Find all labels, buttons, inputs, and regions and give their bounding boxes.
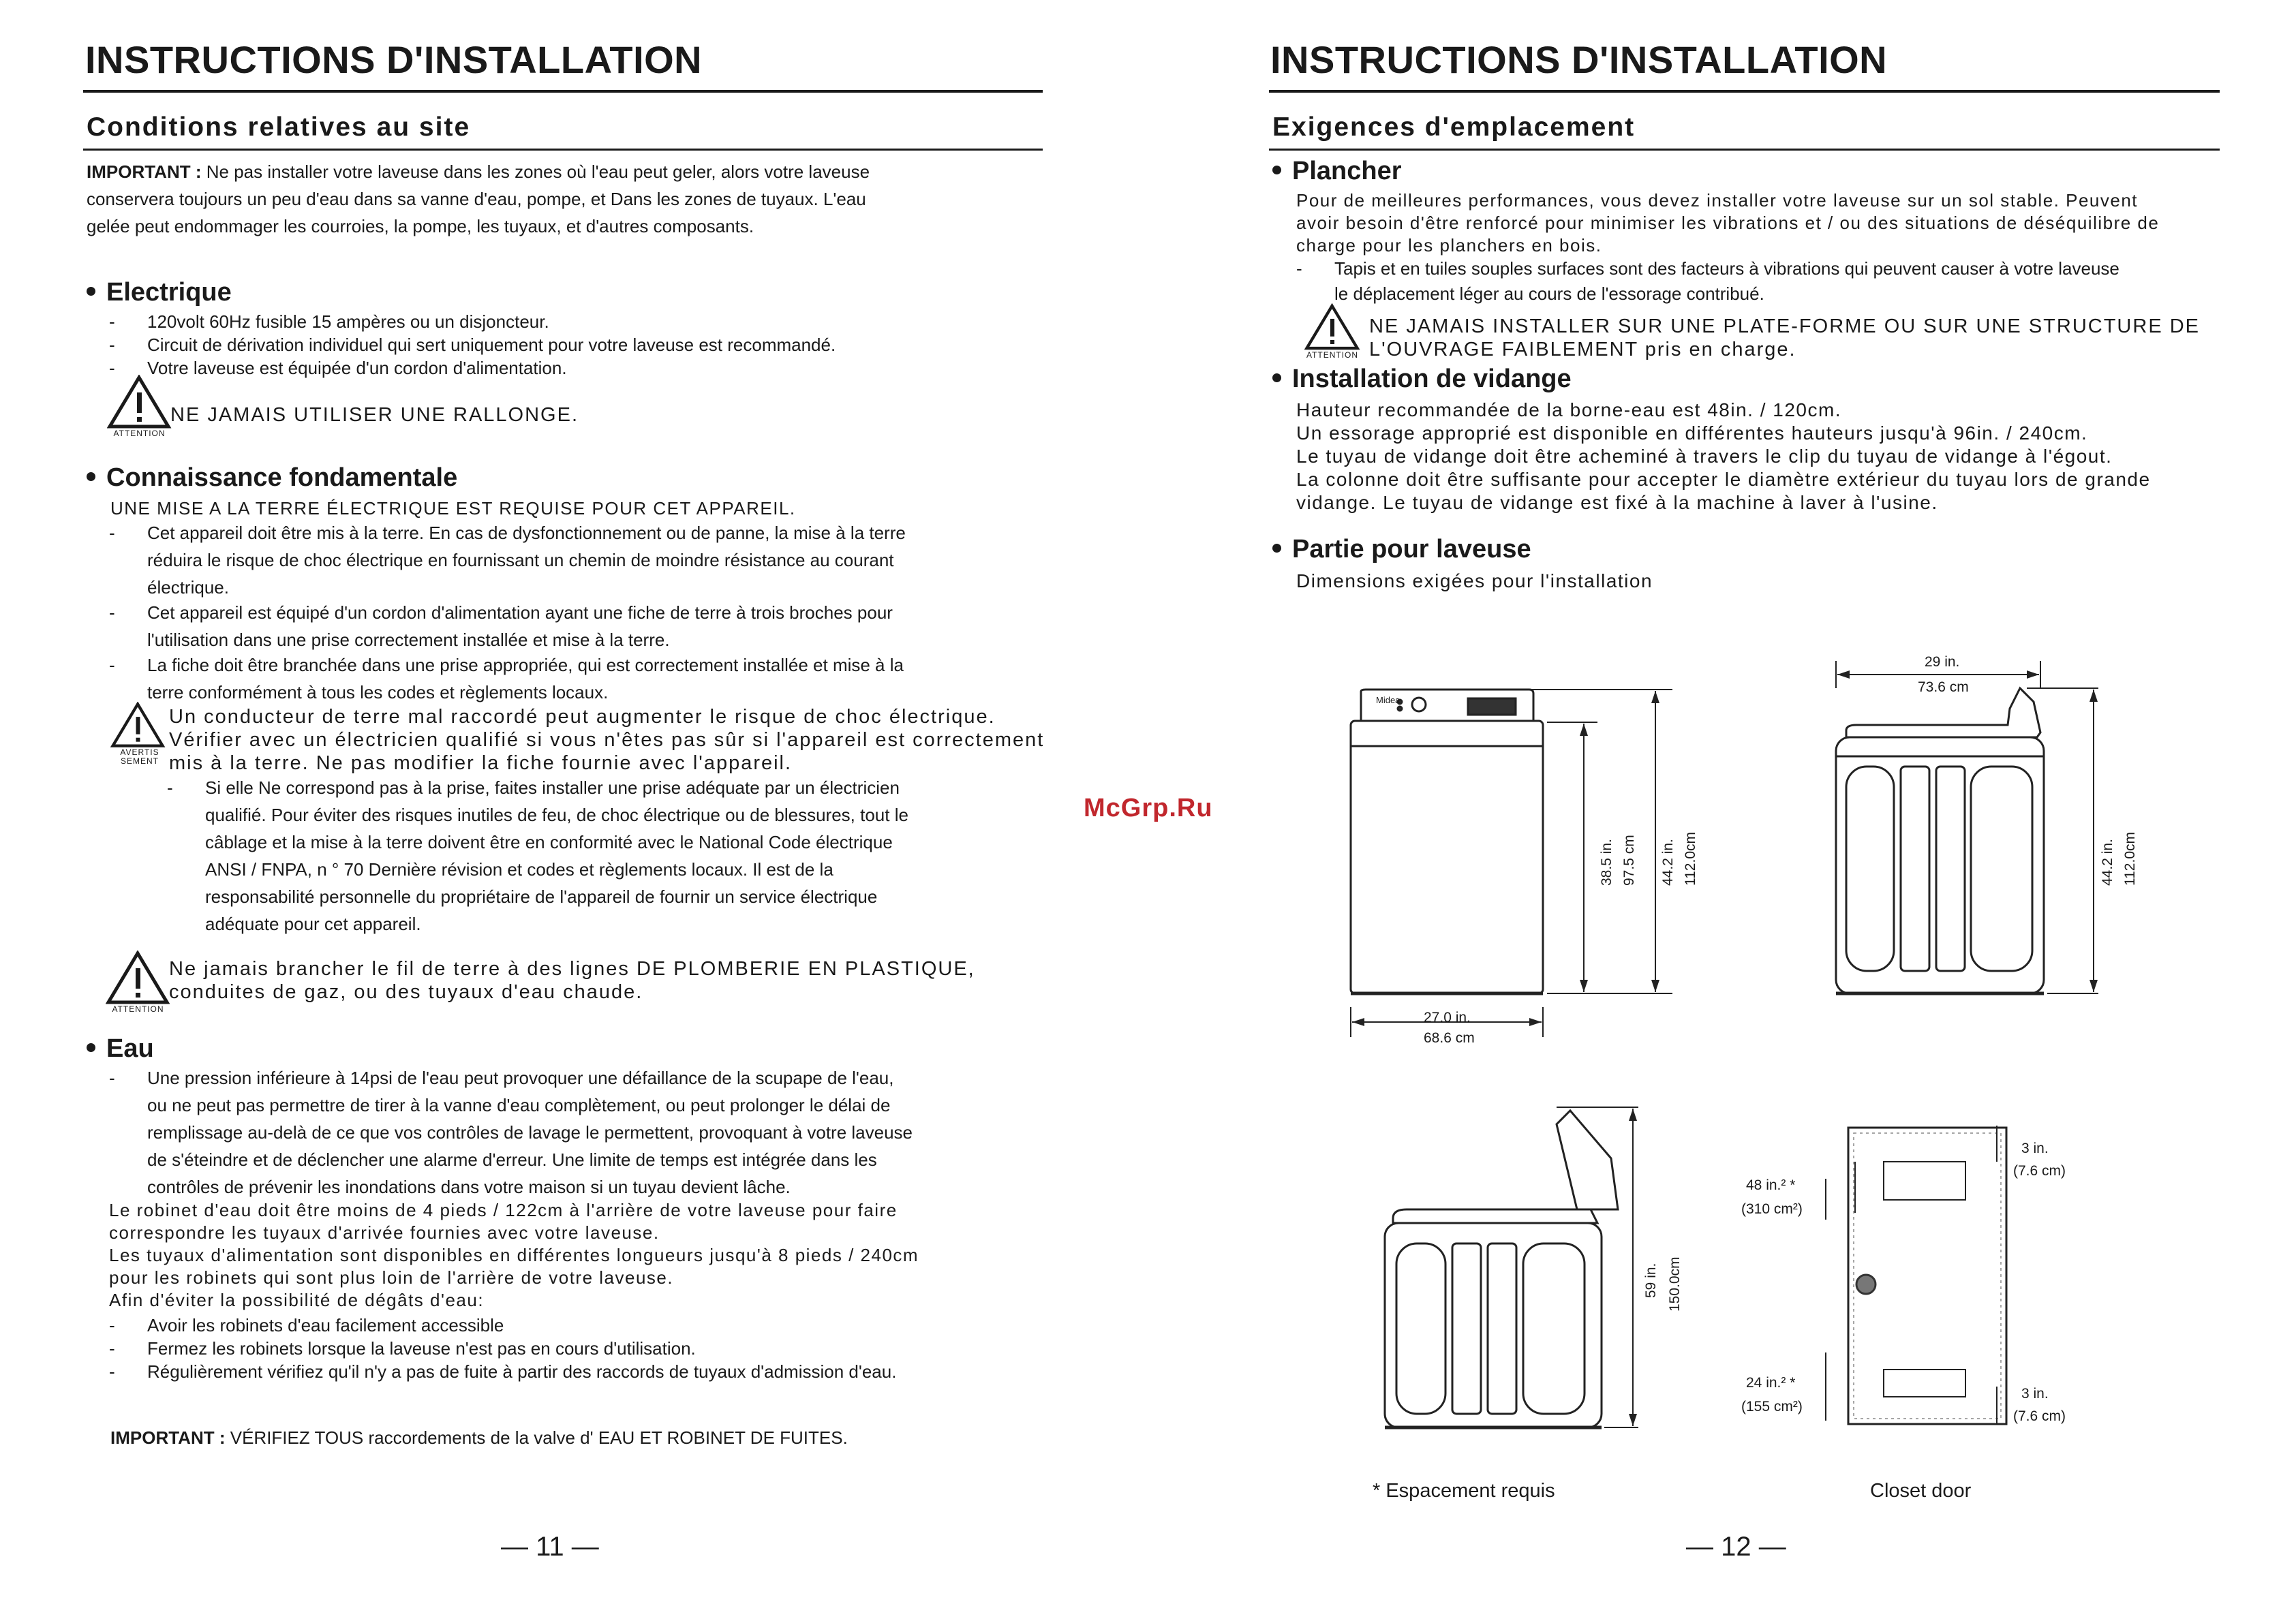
eau-list bbox=[109, 1314, 1063, 1383]
vidange-text: Hauteur recommandée de la borne-eau est 48in. / 120cm. Un essorage approprié est disponible en différentes hauteurs jusqu'à 96in. / 240cm. Le tuyau de vidange doit être acheminé à travers le clip du tuyau de vidange à l'égout. La colonne doit être suffisante pour accepter le diamètre extérieur du tuyau lors de grande vidange. Le tuyau de vidange est fixé à la machine à laver à l'usine. bbox=[1296, 399, 2151, 513]
eau-paragraph: Le robinet d'eau doit être moins de 4 pieds / 122cm à l'arrière de votre laveuse pour faire correspondre les tuyaux d'arrivée fournies avec votre laveuse. Les tuyaux d'alimentation sont disponibles en différentes longueurs jusqu'à 8 pieds / 240cm pour les robinets qui sont plus loin de l'arrière de votre laveuse. Afin d'éviter la possibilité de dégâts d'eau: bbox=[109, 1200, 919, 1310]
washer-open-lid-view bbox=[1385, 1111, 1618, 1427]
front-total-height-label: 44.2 in. bbox=[1660, 839, 1676, 886]
list-item: - Fermez les robinets lorsque la laveuse n'est pas en cours d'utilisation. bbox=[109, 1338, 696, 1359]
warning-text: Ne jamais brancher le fil de terre à des lignes DE PLOMBERIE EN PLASTIQUE, conduites de gaz, ou des tuyaux d'eau chaude. bbox=[169, 958, 975, 1003]
title-rule bbox=[83, 90, 1043, 93]
important-line: gelée peut endommager les courroies, la pompe, les tuyaux, et d'autres composants. bbox=[87, 216, 754, 236]
page-number: — 12 — bbox=[1686, 1532, 1786, 1562]
section-heading: Partie pour laveuse bbox=[1292, 535, 1531, 563]
brand-logo: Midea bbox=[1376, 695, 1400, 705]
warning-text: NE JAMAIS INSTALLER SUR UNE PLATE-FORME OU SUR UNE STRUCTURE DE L'OUVRAGE FAIBLEMENT pris en charge. bbox=[1369, 315, 2201, 360]
page-number: — 11 — bbox=[501, 1532, 599, 1562]
door-bottom-area-label: 24 in.² * bbox=[1746, 1375, 1796, 1391]
list-item: - 120volt 60Hz fusible 15 ampères ou un disjoncteur. bbox=[109, 311, 549, 332]
connaissance-list: - Cet appareil doit être mis à la terre. En cas de dysfonctionnement ou de panne, la mise à la terre réduira le risque de choc électrique en fournissant un chemin de moindre résistance au courant électrique. - Cet appareil est équipé d'un cordon d'alimentation ayant une fiche de terre à trois broches pour l'utilisation dans une prise correctement installée et mise à la terre. - La fiche doit être branchée dans une prise appropriée, qui est correctement installée et mise à la terre conformément à tous les codes et règlements locaux. bbox=[109, 519, 1063, 706]
list-item: - Cet appareil doit être mis à la terre. En cas de dysfonctionnement ou de panne, la mise à la terre bbox=[109, 523, 906, 543]
partie-text: Dimensions exigées pour l'installation bbox=[1296, 570, 1653, 591]
open-height-label: 59 in. bbox=[1643, 1263, 1659, 1298]
section-subtitle: Conditions relatives au site bbox=[87, 112, 471, 142]
page-right bbox=[1148, 0, 2296, 1623]
plancher-text: Pour de meilleures performances, vous devez installer votre laveuse sur un sol stable. Peuvent avoir besoin d'être renforcé pour minimiser les vibrations et / ou des situations de déséquilibre de charge pour les planchers en bois. bbox=[1296, 190, 2160, 256]
list-item: - Une pression inférieure à 14psi de l'eau peut provoquer une défaillance de la scupape de l'eau, bbox=[109, 1068, 894, 1088]
section-heading: Electrique bbox=[106, 278, 232, 307]
list-item: - Si elle Ne correspond pas à la prise, faites installer une prise adéquate par un électricien bbox=[167, 777, 900, 798]
section-heading: Installation de vidange bbox=[1292, 365, 1572, 393]
important-note bbox=[87, 158, 1054, 240]
door-bottom-gap-label: 3 in. bbox=[2021, 1386, 2049, 1402]
front-width-label: 27.0 in. bbox=[1424, 1010, 1471, 1025]
list-item: - La fiche doit être branchée dans une prise appropriée, qui est correctement installée et mise à la bbox=[109, 655, 904, 675]
side-height-label: 44.2 in. bbox=[2100, 839, 2115, 886]
plancher-list: - Tapis et en tuiles souples surfaces sont des facteurs à vibrations qui peuvent causer à votre laveuse le déplacement léger au cours de l'essorage contribué. bbox=[1296, 256, 2237, 307]
watermark: McGrp.Ru bbox=[1084, 794, 1213, 822]
door-top-gap-cm-label: (7.6 cm) bbox=[2013, 1163, 2066, 1179]
side-depth-label: 29 in. bbox=[1925, 654, 1960, 670]
important-line: conservera toujours un peu d'eau dans sa vanne d'eau, pompe, et Dans les zones de tuyaux. L'eau bbox=[87, 189, 866, 209]
door-top-area-cm-label: (310 cm²) bbox=[1741, 1201, 1803, 1217]
section-connaissance bbox=[87, 463, 457, 493]
warning-text: Un conducteur de terre mal raccordé peut augmenter le risque de choc électrique. Vérifier avec un électricien qualifié si vous n'êtes pas sûr si l'appareil est correctement mis à la terre. Ne pas modifier la fiche fournie avec l'appareil. bbox=[169, 706, 1045, 774]
section-electrique bbox=[87, 278, 232, 307]
door-top-gap-label: 3 in. bbox=[2021, 1141, 2049, 1156]
diagram-caption-spacing: * Espacement requis bbox=[1373, 1480, 1555, 1502]
important-label: IMPORTANT : bbox=[87, 161, 202, 182]
closet-door bbox=[1848, 1128, 2006, 1424]
side-depth-cm-label: 73.6 cm bbox=[1918, 679, 1969, 695]
page-title: INSTRUCTIONS D'INSTALLATION bbox=[85, 38, 703, 81]
section-eau bbox=[87, 1034, 154, 1064]
connaissance-lead: UNE MISE A LA TERRE ÉLECTRIQUE EST REQUISE POUR CET APPAREIL. bbox=[110, 498, 796, 519]
door-bottom-gap-cm-label: (7.6 cm) bbox=[2013, 1408, 2066, 1424]
door-top-area-label: 48 in.² * bbox=[1746, 1177, 1796, 1193]
side-height-cm-label: 112.0cm bbox=[2122, 832, 2138, 886]
list-item: - Cet appareil est équipé d'un cordon d'alimentation ayant une fiche de terre à trois broches pour bbox=[109, 602, 893, 623]
list-item: - Votre laveuse est équipée d'un cordon d'alimentation. bbox=[109, 358, 567, 378]
washer-front-view bbox=[1351, 690, 1543, 993]
dimension-diagrams bbox=[1148, 0, 2296, 1623]
front-width-cm-label: 68.6 cm bbox=[1424, 1030, 1475, 1046]
electrique-list bbox=[109, 310, 1063, 380]
list-item: - Régulièrement vérifiez qu'il n'y a pas de fuite à partir des raccords de tuyaux d'admission d'eau. bbox=[109, 1361, 897, 1382]
front-total-height-cm-label: 112.0cm bbox=[1683, 832, 1698, 886]
subtitle-rule bbox=[83, 149, 1043, 151]
list-item: - Circuit de dérivation individuel qui sert uniquement pour votre laveuse est recommandé. bbox=[109, 335, 836, 355]
eau-important: IMPORTANT : VÉRIFIEZ TOUS raccordements de la valve d' EAU ET ROBINET DE FUITES. bbox=[110, 1427, 848, 1448]
section-heading: Connaissance fondamentale bbox=[106, 463, 458, 492]
list-item: - Tapis et en tuiles souples surfaces sont des facteurs à vibrations qui peuvent causer à votre laveuse bbox=[1296, 258, 2119, 279]
warning-icon: ATTENTION bbox=[1304, 303, 1360, 360]
diagram-caption-closet: Closet door bbox=[1870, 1480, 1972, 1502]
warning-icon: AVERTIS SEMENT bbox=[106, 702, 174, 766]
list-item: - Avoir les robinets d'eau facilement accessible bbox=[109, 1315, 504, 1335]
front-height-label: 38.5 in. bbox=[1599, 839, 1614, 886]
warning-icon: ATTENTION bbox=[107, 375, 172, 438]
section-heading: Eau bbox=[106, 1034, 154, 1063]
page-title: INSTRUCTIONS D'INSTALLATION bbox=[1270, 38, 1888, 81]
warning-icon: ATTENTION bbox=[106, 950, 170, 1014]
important-text: Ne pas installer votre laveuse dans les zones où l'eau peut geler, alors votre laveuse bbox=[206, 161, 870, 182]
eau-item: - Une pression inférieure à 14psi de l'eau peut provoquer une défaillance de la scupape de l'eau, ou ne peut pas permettre de tirer à la vanne d'eau complètement, ou peut prolonger le délai de remplissage au-delà de ce que vos contrôles de lavage le permettent, provoquant à votre laveuse de s'éteindre et de déclencher une alarme d'erreur. Une limite de temps est intégrée dans les contrôles de prévenir les inondations dans votre maison si un tuyau devient lâche. bbox=[109, 1064, 1063, 1201]
front-height-cm-label: 97.5 cm bbox=[1621, 835, 1637, 886]
open-height-cm-label: 150.0cm bbox=[1667, 1256, 1683, 1312]
section-heading: Plancher bbox=[1292, 157, 1402, 185]
connaissance-sublist: - Si elle Ne correspond pas à la prise, faites installer une prise adéquate par un électricien qualifié. Pour éviter des risques inutiles de feu, de choc électrique ou de blessures, tout le câblage et la mise à la terre doivent être en conformité avec le National Code électrique ANSI / FNPA, n ° 70 Dernière révision et codes et règlements locaux. Il est de la responsabilité personnelle du propriétaire de l'appareil de fournir un service électrique adéquate pour cet appareil. bbox=[167, 774, 1067, 938]
door-bottom-area-cm-label: (155 cm²) bbox=[1741, 1399, 1803, 1415]
warning-text: NE JAMAIS UTILISER UNE RALLONGE. bbox=[170, 404, 579, 426]
section-subtitle: Exigences d'emplacement bbox=[1272, 112, 1636, 142]
washer-side-view bbox=[1836, 688, 2044, 993]
